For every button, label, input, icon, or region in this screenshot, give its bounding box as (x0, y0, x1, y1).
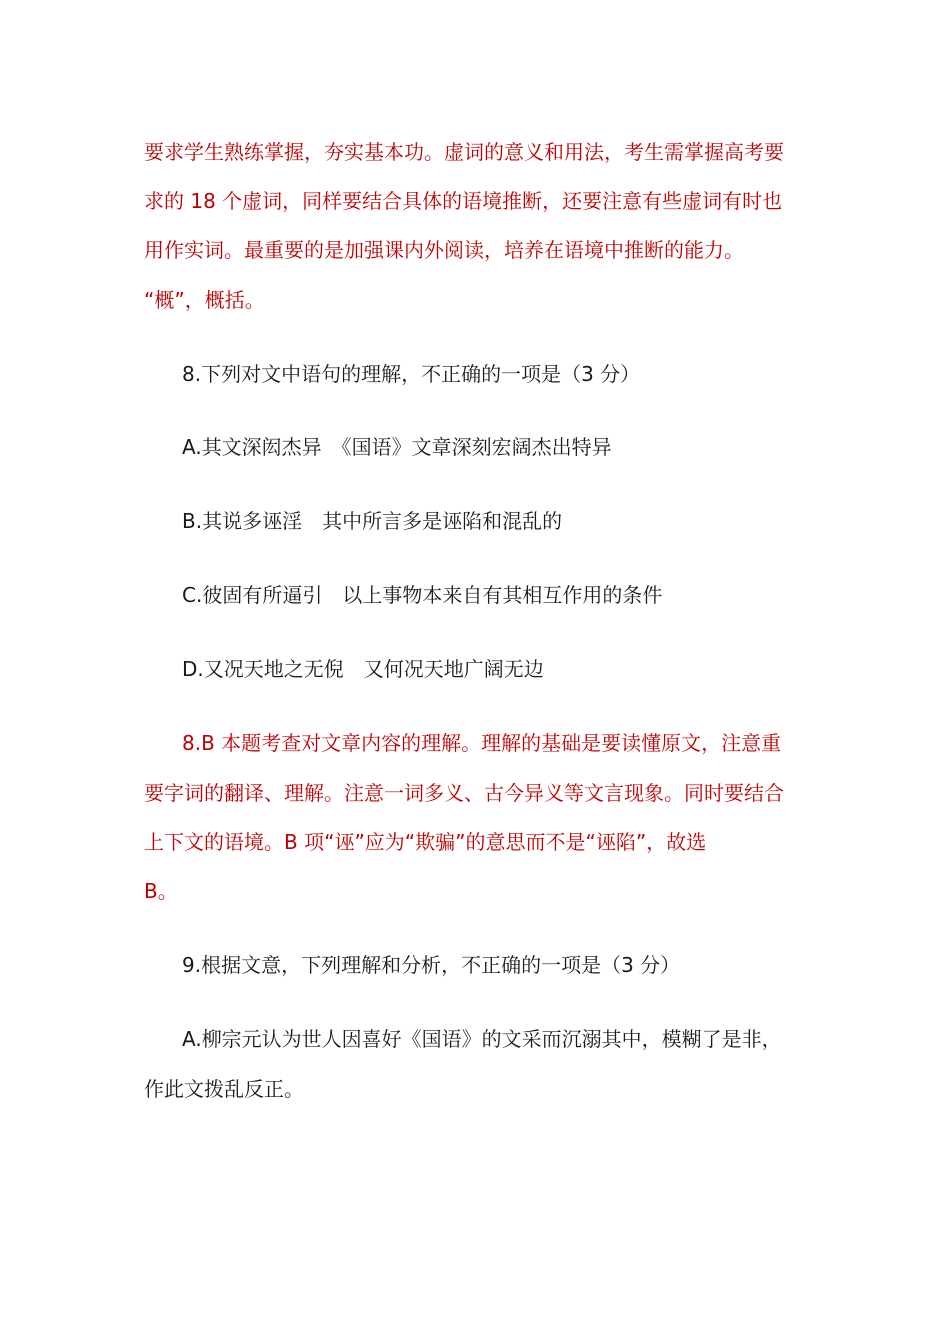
answer-line: 要求学生熟练掌握，夯实基本功。虚词的意义和用法，考生需掌握高考要 (144, 140, 784, 164)
question-8-option-c: C.彼固有所逼引 以上事物本来自有其相互作用的条件 (182, 583, 663, 607)
question-8-stem: 8.下列对文中语句的理解，不正确的一项是（3 分） (182, 362, 641, 386)
question-9-option-a: A.柳宗元认为世人因喜好《国语》的文采而沉溺其中，模糊了是非， (182, 1027, 782, 1051)
question-9-stem: 9.根据文意，下列理解和分析，不正确的一项是（3 分） (182, 953, 681, 977)
question-8-option-a: A.其文深闳杰异 《国语》文章深刻宏阔杰出特异 (182, 435, 612, 459)
answer-line: 求的 18 个虚词，同样要结合具体的语境推断，还要注意有些虚词有时也 (144, 189, 783, 213)
question-9-option-a-continued: 作此文拨乱反正。 (144, 1077, 304, 1101)
answer-8-line: B。 (144, 879, 178, 903)
answer-8-line: 上下文的语境。B 项“诬”应为“欺骗”的意思而不是“诬陷”，故选 (144, 830, 707, 854)
answer-line: 用作实词。最重要的是加强课内外阅读，培养在语境中推断的能力。 (144, 238, 744, 262)
answer-8-line: 8.B 本题考查对文章内容的理解。理解的基础是要读懂原文，注意重 (182, 731, 782, 755)
question-8-option-d: D.又况天地之无倪 又何况天地广阔无边 (182, 657, 544, 681)
answer-8-line: 要字词的翻译、理解。注意一词多义、古今异义等文言现象。同时要结合 (144, 781, 784, 805)
question-8-option-b: B.其说多诬淫 其中所言多是诬陷和混乱的 (182, 509, 563, 533)
answer-line: “概”，概括。 (144, 288, 265, 312)
